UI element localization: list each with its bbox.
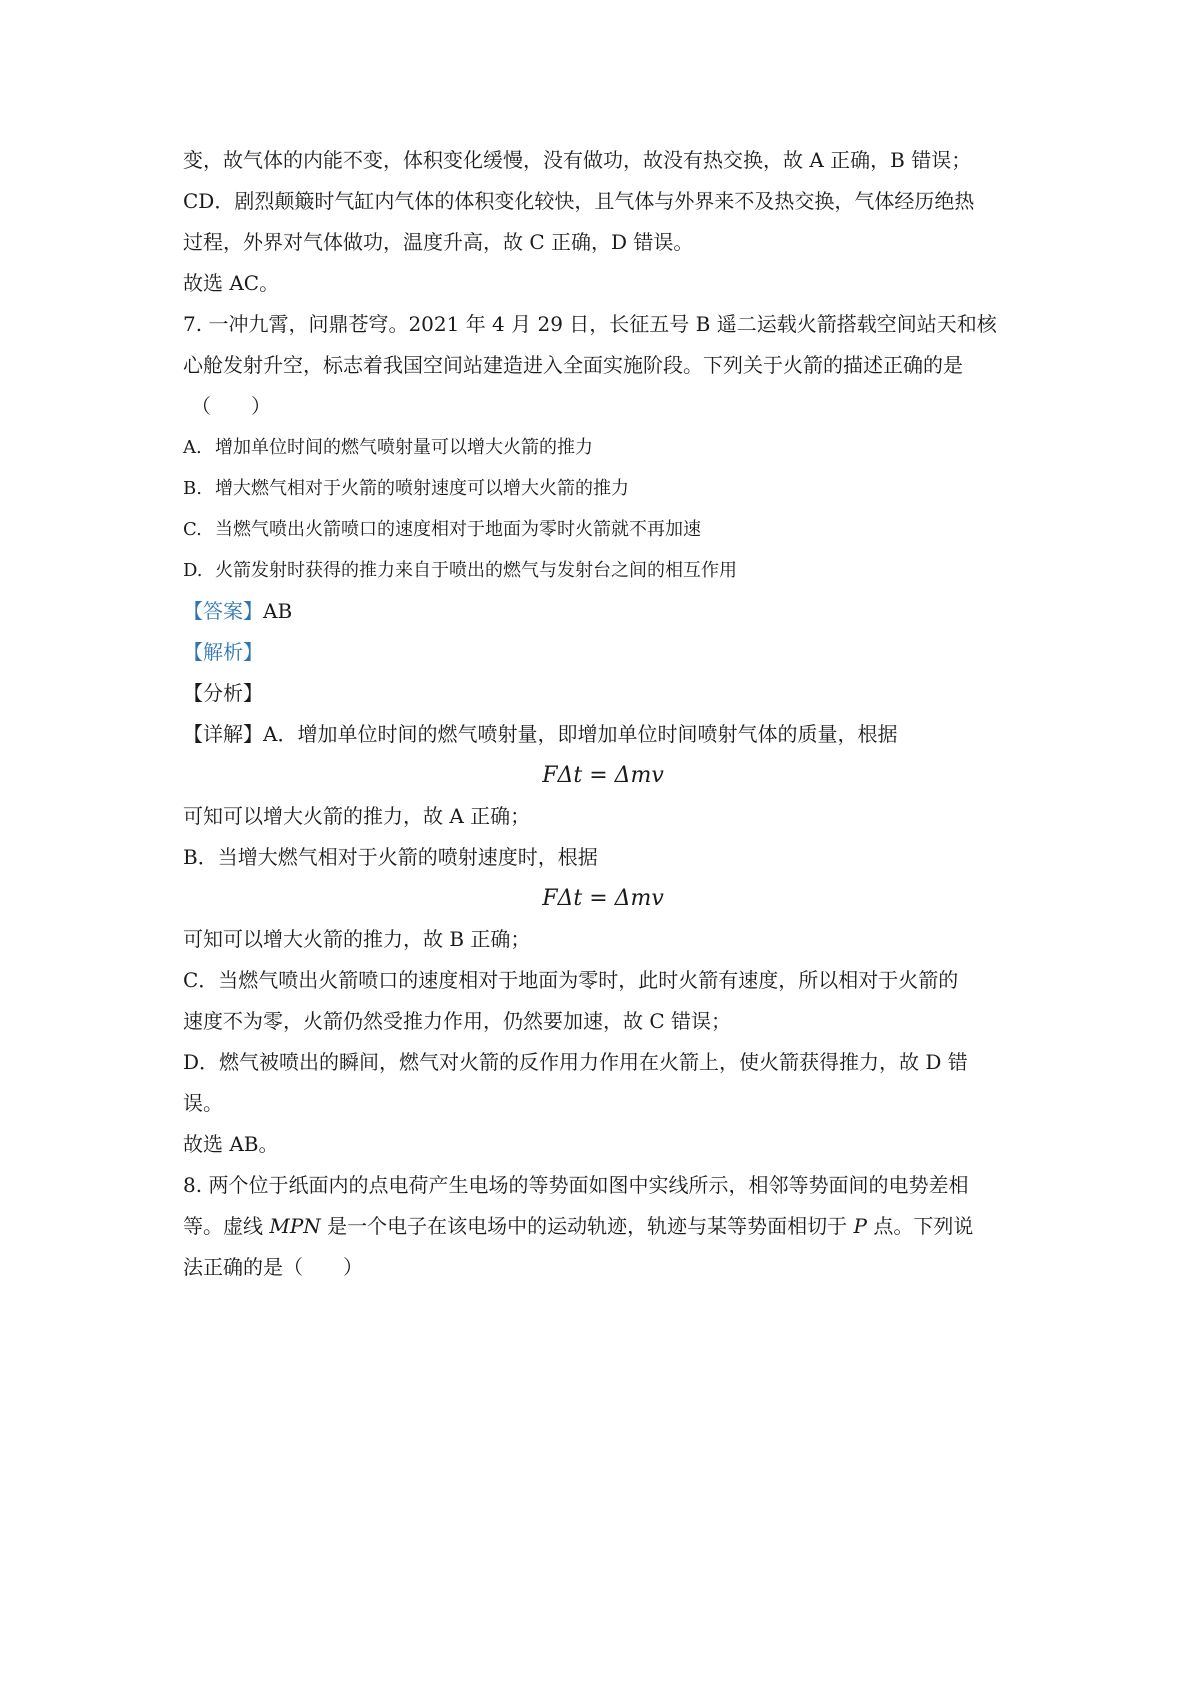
formula-momentum <box>183 878 1023 919</box>
option-text: 增加单位时间的燃气喷射量可以增大火箭的推力 <box>215 437 593 458</box>
text-span: 速度不为零，火箭仍然受推力作用，仍然要加速，故 C 错误； <box>183 1009 732 1033</box>
text-span: A．增加单位时间的燃气喷射量，即增加单位时间喷射气体的质量，根据 <box>263 722 898 746</box>
fenxi-label: 【分析】 <box>183 681 263 705</box>
text-span: 7. 一冲九霄，问鼎苍穹。2021 年 4 月 29 日，长征五号 B 遥二运载火箭搭载空间站天和核 <box>183 312 997 336</box>
text-span: 变，故气体的内能不变，体积变化缓慢，没有做功，故没有热交换，故 A 正确，B 错误； <box>183 148 972 172</box>
text-line <box>183 919 1023 960</box>
formula-momentum <box>183 755 1023 796</box>
option-letter: D. <box>183 560 203 581</box>
option-a <box>183 427 1023 468</box>
analysis-line <box>183 632 1023 673</box>
option-c <box>183 509 1023 550</box>
text-span: 8. 两个位于纸面内的点电荷产生电场的等势面如图中实线所示，相邻等势面间的电势差相 <box>183 1173 969 1197</box>
option-d <box>183 550 1023 591</box>
text-span: C．当燃气喷出火箭喷口的速度相对于地面为零时，此时火箭有速度，所以相对于火箭的 <box>183 968 959 992</box>
fenxi-line <box>183 673 1023 714</box>
text-span: 故选 AC。 <box>183 271 280 295</box>
variable-p: P <box>853 1214 867 1238</box>
question-7-stem <box>183 386 1023 427</box>
text-span: 是一个电子在该电场中的运动轨迹，轨迹与某等势面相切于 <box>320 1214 854 1238</box>
text-line <box>183 1042 1023 1083</box>
document-page <box>183 140 1023 1288</box>
question-8-stem <box>183 1247 1023 1288</box>
option-text: 火箭发射时获得的推力来自于喷出的燃气与发射台之间的相互作用 <box>215 560 737 581</box>
text-span: CD．剧烈颠簸时气缸内气体的体积变化较快，且气体与外界来不及热交换，气体经历绝热 <box>183 189 975 213</box>
text-line <box>183 796 1023 837</box>
text-span: 点。下列说 <box>866 1214 974 1238</box>
text-span: D．燃气被喷出的瞬间，燃气对火箭的反作用力作用在火箭上，使火箭获得推力，故 D 错 <box>183 1050 968 1074</box>
text-line <box>183 837 1023 878</box>
text-line <box>183 1001 1023 1042</box>
text-line <box>183 263 1023 304</box>
text-span: 心舱发射升空，标志着我国空间站建造进入全面实施阶段。下列关于火箭的描述正确的是 <box>183 353 963 377</box>
option-letter: A. <box>183 437 202 458</box>
option-letter: B. <box>183 478 202 499</box>
formula-text: FΔt = Δmv <box>542 886 664 911</box>
text-span: 可知可以增大火箭的推力，故 A 正确； <box>183 804 531 828</box>
text-line <box>183 1124 1023 1165</box>
answer-blank: （ ） <box>191 394 271 418</box>
text-line <box>183 1083 1023 1124</box>
text-span: 故选 AB。 <box>183 1132 279 1156</box>
question-7-stem <box>183 304 1023 345</box>
text-span: 误。 <box>183 1091 223 1115</box>
question-8-stem <box>183 1165 1023 1206</box>
option-b <box>183 468 1023 509</box>
option-text: 增大燃气相对于火箭的喷射速度可以增大火箭的推力 <box>215 478 629 499</box>
text-span: 过程，外界对气体做功，温度升高，故 C 正确，D 错误。 <box>183 230 694 254</box>
text-span: 法正确的是（ ） <box>183 1255 363 1279</box>
text-line <box>183 960 1023 1001</box>
question-8-stem <box>183 1206 1023 1247</box>
variable-mpn: MPN <box>269 1214 321 1238</box>
answer-value: AB <box>263 599 293 623</box>
text-line <box>183 140 1023 181</box>
question-7-stem <box>183 345 1023 386</box>
text-span: 可知可以增大火箭的推力，故 B 正确； <box>183 927 531 951</box>
analysis-label: 【解析】 <box>183 640 263 664</box>
text-span: 等。虚线 <box>183 1214 270 1238</box>
text-span: B．当增大燃气相对于火箭的喷射速度时，根据 <box>183 845 598 869</box>
option-text: 当燃气喷出火箭喷口的速度相对于地面为零时火箭就不再加速 <box>215 519 701 540</box>
option-letter: C. <box>183 519 202 540</box>
detail-label: 【详解】 <box>183 722 263 746</box>
formula-text: FΔt = Δmv <box>542 763 664 788</box>
answer-line <box>183 591 1023 632</box>
answer-label: 【答案】 <box>183 599 263 623</box>
text-line <box>183 222 1023 263</box>
text-line <box>183 181 1023 222</box>
detail-line <box>183 714 1023 755</box>
